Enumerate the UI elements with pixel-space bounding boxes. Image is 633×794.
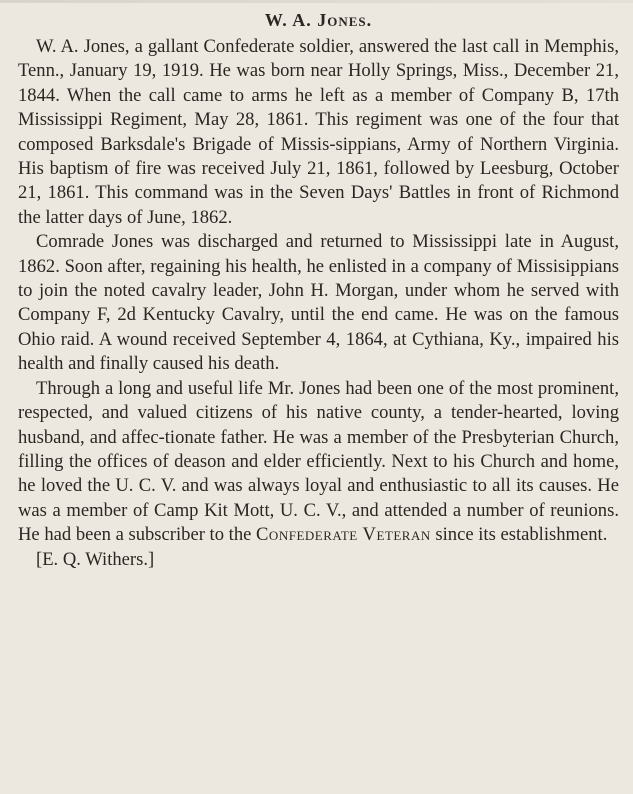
publication-name: Confederate Veteran	[256, 524, 431, 546]
paragraph-1: W. A. Jones, a gallant Confederate soldier, answered the last call in Memphis, Tenn., January 19, 1919. He was born near Holly Springs, Miss., December 21, 1844. When the call came to arms he left as a member of Company B, 17th Mississippi Regiment, May 28, 1861. This regiment was one of the four that composed Barksdale's Brigade of Missis-sippians, Army of Northern Virginia. His baptism of fire was received July 21, 1861, followed by Leesburg, October 21, 1861. This command was in the Seven Days' Battles in front of Richmond the latter days of June, 1862.	[18, 36, 619, 228]
top-edge-divider	[0, 0, 633, 3]
paragraph-3	[18, 377, 619, 548]
paragraph-3-text: Through a long and useful life Mr. Jones had been one of the most prominent, respected, and valued citizens of his native county, a tender-hearted, loving husband, and affec-tionate father. He was a member of the Presbyterian Church, filling the offices of deason and elder efficiently. Next to his Church and home, he loved the U. C. V. and was always loyal and enthusiastic to all its causes. He was a member of Camp Kit Mott, U. C. V., and attended a number of reunions. He had been a subscriber to the	[18, 377, 619, 546]
paragraph-2: Comrade Jones was discharged and returned to Mississippi late in August, 1862. Soon after, regaining his health, he enlisted in a company of Missisippians to join the noted cavalry leader, John H. Morgan, under whom he served with Company F, 2d Kentucky Cavalry, until the end came. He was on the famous Ohio raid. A wound received September 4, 1864, at Cythiana, Ky., impaired his health and finally caused his death.	[18, 231, 619, 375]
paragraph-3-ending: since its establishment.	[435, 524, 608, 546]
article-title: W. A. Jones.	[264, 10, 373, 30]
author-signature: [E. Q. Withers.]	[36, 548, 155, 570]
